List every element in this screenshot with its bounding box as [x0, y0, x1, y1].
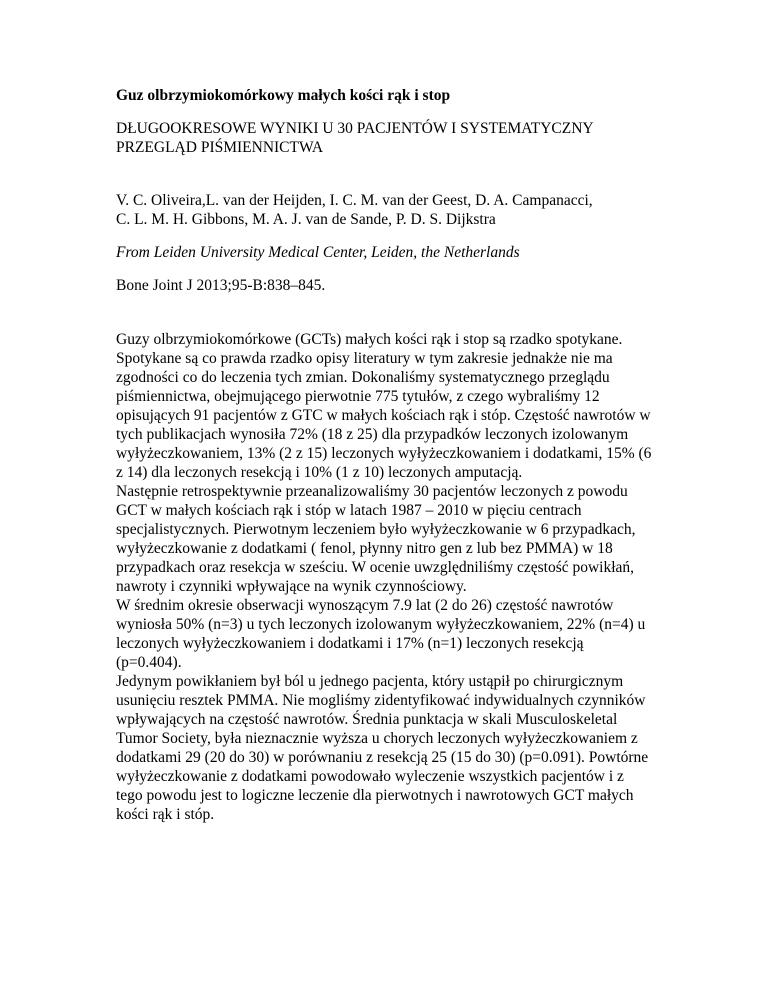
abstract-line: Guzy olbrzymiokomórkowe (GCTs) małych kości rąk i stop są rzadko spotykane. [116, 331, 623, 348]
abstract-line: specjalistycznych. Pierwotnym leczeniem było wyłyżeczkowanie w 6 przypadkach, [116, 521, 636, 538]
abstract-line: Spotykane są co prawda rzadko opisy literatury w tym zakresie jednakże nie ma [116, 350, 613, 367]
abstract-line: leczonych wyłyżeczkowaniem i dodatkami i 17% (n=1) leczonych resekcją [116, 635, 584, 652]
abstract-line: wyłyżeczkowanie z dodatkami ( fenol, płynny nitro gen z lub bez PMMA) w 18 [116, 540, 613, 557]
abstract-line: Tumor Society, była nieznacznie wyższa u chorych leczonych wyłyżeczkowaniem z [116, 730, 638, 747]
citation-text: Bone Joint J 2013;95-B:838–845. [116, 277, 326, 294]
abstract-line: nawroty i czynniki wpływające na wynik czynnościowy. [116, 578, 467, 595]
abstract-line: dodatkami 29 (20 do 30) w porównaniu z resekcją 25 (15 do 30) (p=0.091). Powtórne [116, 749, 649, 766]
authors-line: C. L. M. H. Gibbons, M. A. J. van de Sande, P. D. S. Dijkstra [116, 211, 496, 228]
authors-line: V. C. Oliveira,L. van der Heijden, I. C. M. van der Geest, D. A. Campanacci, [116, 192, 593, 209]
abstract-line: wyłyżeczkowanie z dodatkami powodowało wyleczenie wszystkich pacjentów i z [116, 768, 624, 785]
abstract-line: tych publikacjach wynosiła 72% (18 z 25) dla przypadków leczonych izolowanym [116, 426, 629, 443]
abstract-line: z 14) dla leczonych resekcją i 10% (1 z 10) leczonych amputacją. [116, 464, 523, 481]
abstract-line: wyłyżeczkowaniem, 13% (2 z 15) leczonych wyłyżeczkowaniem i dodatkami, 15% (6 [116, 445, 652, 462]
abstract-line: kości rąk i stóp. [116, 806, 215, 823]
abstract-line: wyniosła 50% (n=3) u tych leczonych izolowanym wyłyżeczkowaniem, 22% (n=4) u [116, 616, 646, 633]
affiliation [116, 243, 676, 262]
affiliation-text: From Leiden University Medical Center, Leiden, the Netherlands [116, 244, 520, 261]
subtitle-line: PRZEGLĄD PIŚMIENNICTWA [116, 139, 324, 156]
abstract-line: wpływających na częstość nawrotów. Średnia punktacja w skali Musculoskeletal [116, 711, 618, 728]
abstract-body [116, 330, 676, 824]
document-subtitle [116, 119, 676, 157]
abstract-line: GCT w małych kościach rąk i stóp w latach 1987 – 2010 w pięciu centrach [116, 502, 582, 519]
abstract-line: tego powodu jest to logiczne leczenie dla pierwotnych i nawrotowych GCT małych [116, 787, 634, 804]
abstract-line: Jedynym powikłaniem był ból u jednego pacjenta, który ustąpił po chirurgicznym [116, 673, 624, 690]
abstract-line: Następnie retrospektywnie przeanalizowaliśmy 30 pacjentów leczonych z powodu [116, 483, 628, 500]
abstract-line: opisujących 91 pacjentów z GTC w małych kościach rąk i stóp. Częstość nawrotów w [116, 407, 651, 424]
abstract-line: usunięciu resztek PMMA. Nie mogliśmy zidentyfikować indywidualnych czynników [116, 692, 646, 709]
abstract-line: W średnim okresie obserwacji wynoszącym 7.9 lat (2 do 26) częstość nawrotów [116, 597, 614, 614]
subtitle-line: DŁUGOOKRESOWE WYNIKI U 30 PACJENTÓW I SYSTEMATYCZNY [116, 120, 594, 137]
abstract-line: zgodności co do leczenia tych zmian. Dokonaliśmy systematycznego przeglądu [116, 369, 610, 386]
abstract-line: piśmiennictwa, obejmującego pierwotnie 775 tytułów, z czego wybraliśmy 12 [116, 388, 600, 405]
abstract-line: przypadkach oraz resekcja w sześciu. W ocenie uwzględniliśmy częstość powikłań, [116, 559, 635, 576]
title-text: Guz olbrzymiokomórkowy małych kości rąk i stop [116, 87, 451, 104]
citation [116, 276, 676, 295]
document-title [116, 86, 676, 105]
abstract-line: (p=0.404). [116, 654, 182, 671]
author-list [116, 191, 676, 229]
